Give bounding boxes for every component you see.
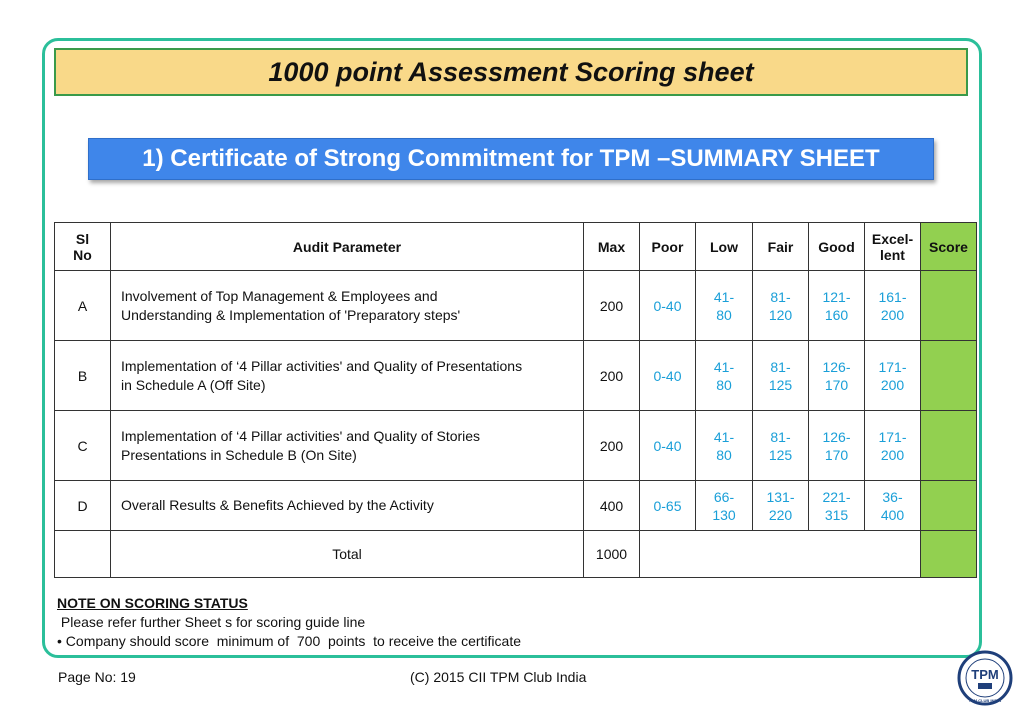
- total-score-input[interactable]: [921, 531, 977, 578]
- row-good: [809, 341, 865, 411]
- row-fair-start: 131-: [766, 488, 795, 505]
- row-score-input[interactable]: [921, 271, 977, 341]
- row-poor: 0-40: [640, 411, 696, 481]
- row-excellent-start: 171-: [878, 358, 907, 375]
- row-good-start: 121-: [822, 288, 851, 305]
- row-excellent-end: 200: [880, 306, 905, 323]
- header-good: Good: [809, 223, 865, 271]
- row-max: 400: [584, 481, 640, 531]
- header-fair: Fair: [753, 223, 809, 271]
- row-low-end: 80: [716, 446, 732, 463]
- row-low-start: 41-: [713, 358, 735, 375]
- row-low-start: 41-: [713, 288, 735, 305]
- header-max: Max: [584, 223, 640, 271]
- row-fair-end: 125: [768, 446, 793, 463]
- row-low-end: 80: [716, 306, 732, 323]
- total-row: [55, 531, 977, 578]
- row-fair: [753, 481, 809, 531]
- row-score-input[interactable]: [921, 411, 977, 481]
- row-fair-end: 125: [768, 376, 793, 393]
- table-row: [55, 481, 977, 531]
- row-poor: 0-40: [640, 341, 696, 411]
- row-fair-start: 81-: [770, 288, 791, 305]
- header-excellent-line1: Excel-: [871, 230, 914, 247]
- row-excellent: [865, 271, 921, 341]
- row-parameter: Overall Results & Benefits Achieved by the Activity: [111, 481, 584, 531]
- row-fair: [753, 341, 809, 411]
- row-parameter-line2: in Schedule A (Off Site): [121, 376, 266, 393]
- header-row: [55, 223, 977, 271]
- row-fair: [753, 271, 809, 341]
- row-excellent-start: 36-: [882, 488, 903, 505]
- total-max: 1000: [584, 531, 640, 578]
- subtitle-banner: [88, 138, 934, 180]
- row-parameter-line2: Presentations in Schedule B (On Site): [121, 446, 357, 463]
- header-audit-parameter: Audit Parameter: [111, 223, 584, 271]
- row-low: [696, 341, 753, 411]
- row-low: [696, 411, 753, 481]
- row-sl: C: [55, 411, 111, 481]
- section-title: 1) Certificate of Strong Commitment for TPM –SUMMARY SHEET: [142, 145, 880, 172]
- page-title: 1000 point Assessment Scoring sheet: [268, 56, 754, 87]
- header-sl-no-line2: No: [73, 246, 92, 263]
- logo-main-text: TPM: [971, 667, 999, 682]
- header-low: Low: [696, 223, 753, 271]
- header-sl-no: [55, 223, 111, 271]
- title-banner: [54, 48, 968, 96]
- row-excellent: [865, 411, 921, 481]
- header-poor: Poor: [640, 223, 696, 271]
- row-low-start: 66-: [713, 488, 735, 505]
- row-low-end: 80: [716, 376, 732, 393]
- row-good-end: 170: [824, 376, 849, 393]
- row-excellent-end: 200: [880, 446, 905, 463]
- row-sl: B: [55, 341, 111, 411]
- total-label: Total: [111, 531, 584, 578]
- row-excellent-end: 400: [880, 506, 905, 523]
- table-row: [55, 341, 977, 411]
- row-low-end: 130: [712, 506, 736, 523]
- row-max: 200: [584, 271, 640, 341]
- row-good-start: 126-: [822, 428, 851, 445]
- row-excellent-start: 161-: [878, 288, 907, 305]
- row-fair-end: 220: [768, 506, 793, 523]
- row-poor: 0-65: [640, 481, 696, 531]
- row-fair: [753, 411, 809, 481]
- tpm-club-logo-icon: [957, 650, 1013, 706]
- row-fair-start: 81-: [770, 358, 791, 375]
- logo-ring-text: TPM CLUB INDIA: [968, 698, 1002, 703]
- row-score-input[interactable]: [921, 341, 977, 411]
- total-sl-empty: [55, 531, 111, 578]
- row-good: [809, 411, 865, 481]
- row-max: 200: [584, 411, 640, 481]
- copyright: (C) 2015 CII TPM Club India: [410, 669, 587, 685]
- row-parameter: [111, 271, 584, 341]
- row-good-end: 160: [824, 306, 849, 323]
- table-row: [55, 411, 977, 481]
- row-fair-end: 120: [768, 306, 793, 323]
- row-good-end: 170: [824, 446, 849, 463]
- row-excellent-start: 171-: [878, 428, 907, 445]
- header-excellent-line2: lent: [880, 246, 905, 263]
- note-heading: NOTE ON SCORING STATUS: [57, 595, 248, 611]
- row-good: [809, 481, 865, 531]
- header-excellent: [865, 223, 921, 271]
- row-sl: D: [55, 481, 111, 531]
- row-low: [696, 481, 753, 531]
- row-low-start: 41-: [713, 428, 735, 445]
- note-line-1: Please refer further Sheet s for scoring guide line: [57, 614, 366, 630]
- page-number: Page No: 19: [58, 669, 136, 685]
- header-score: Score: [921, 223, 977, 271]
- scoring-note: [57, 594, 521, 651]
- row-good-end: 315: [824, 506, 849, 523]
- row-low: [696, 271, 753, 341]
- row-excellent: [865, 481, 921, 531]
- row-good-start: 126-: [822, 358, 851, 375]
- row-parameter-line1: Implementation of ‘4 Pillar activities' and Quality of Stories: [121, 427, 481, 444]
- row-parameter-line1: Involvement of Top Management & Employees and: [121, 287, 438, 304]
- row-poor: 0-40: [640, 271, 696, 341]
- row-parameter-line1: Implementation of ‘4 Pillar activities' and Quality of Presentations: [121, 357, 523, 374]
- row-parameter: [111, 341, 584, 411]
- row-fair-start: 81-: [770, 428, 791, 445]
- scoring-table: [54, 222, 977, 578]
- row-excellent: [865, 341, 921, 411]
- table-row: [55, 271, 977, 341]
- row-good-start: 221-: [822, 488, 851, 505]
- row-excellent-end: 200: [880, 376, 905, 393]
- row-parameter: [111, 411, 584, 481]
- row-parameter-line2: Understanding & Implementation of 'Preparatory steps': [121, 306, 461, 323]
- row-good: [809, 271, 865, 341]
- row-sl: A: [55, 271, 111, 341]
- row-max: 200: [584, 341, 640, 411]
- header-sl-no-line1: Sl: [75, 230, 90, 247]
- total-range-empty: [640, 531, 921, 578]
- note-line-2: • Company should score minimum of 700 points to receive the certificate: [57, 633, 522, 649]
- row-score-input[interactable]: [921, 481, 977, 531]
